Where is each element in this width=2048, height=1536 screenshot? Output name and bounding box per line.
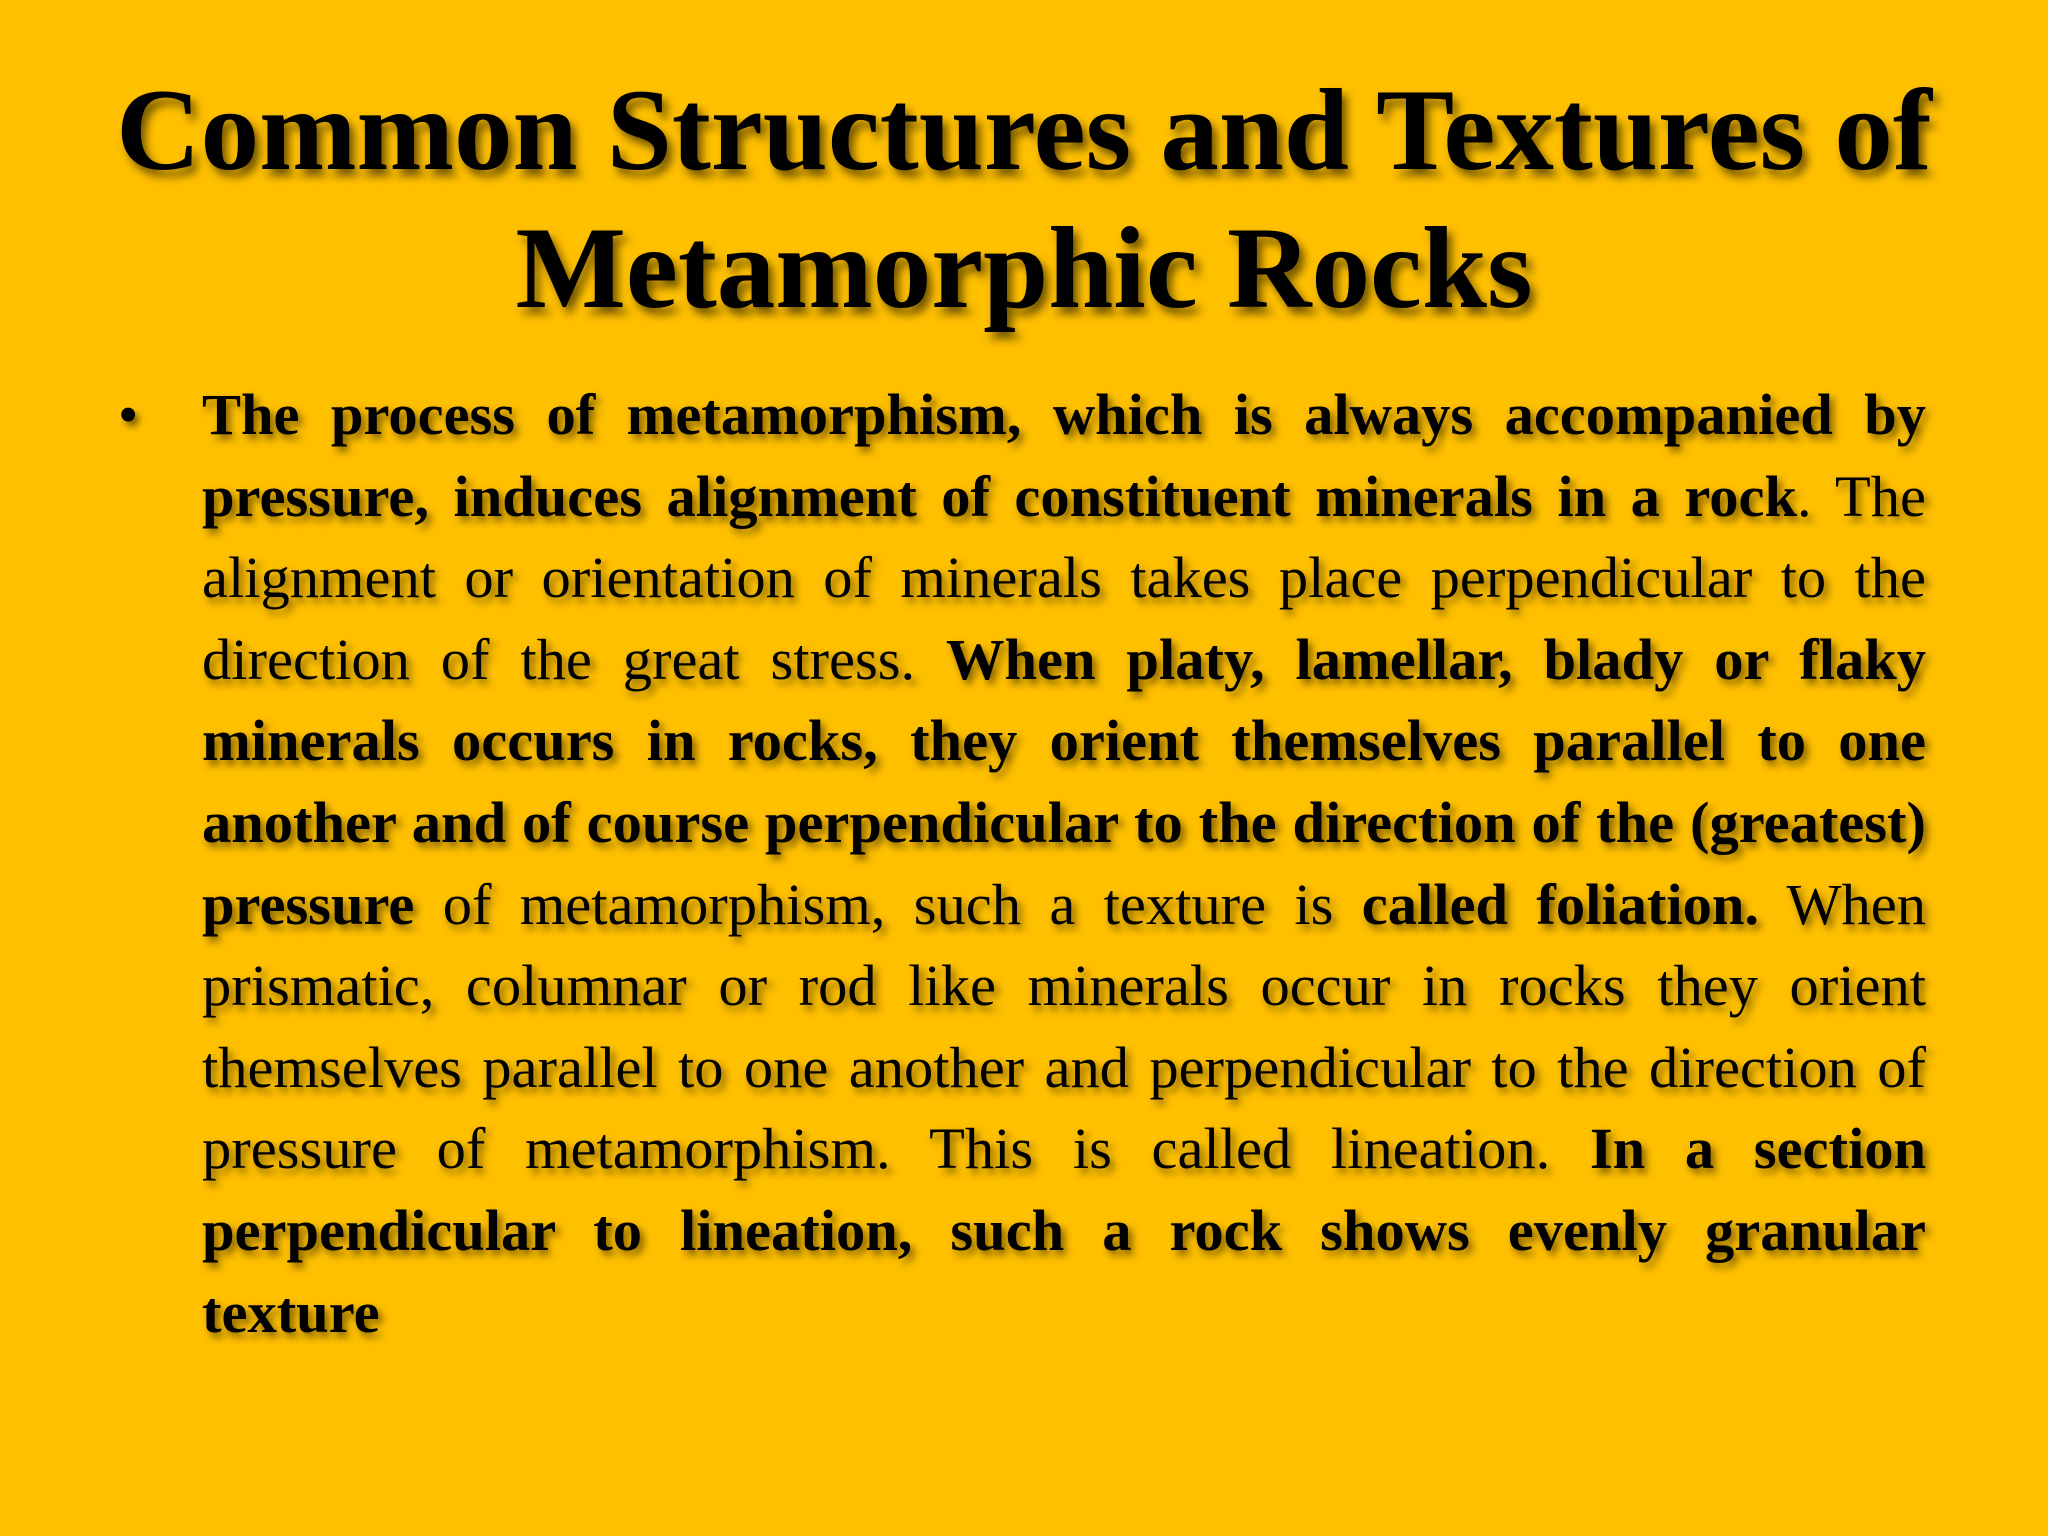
bullet-paragraph [202,374,1926,1353]
bold-segment: The process of metamorphism, which is always accompanied by pressure, induces alignment of constituent minerals in a rock [202,382,1926,529]
regular-segment: When prismatic, columnar or rod like minerals occur in rocks they orient themselves parallel to one another and perpendicular to the direction of pressure of metamorphism. This is called lineation. [202,871,1926,1182]
regular-segment: . The alignment or orientation of minerals takes place perpendicular to the direction of the great stress. [202,463,1926,692]
slide-title [60,62,1988,338]
regular-segment: of metamorphism, such a texture is [414,871,1362,937]
bold-segment: In a section perpendicular to lineation, such a rock shows evenly granular texture [202,1116,1926,1345]
title-line-1: Common Structures and Textures of [116,66,1932,195]
title-line-2: Metamorphic Rocks [515,204,1533,333]
bold-segment: When platy, lamellar, blady or flaky minerals occurs in rocks, they orient themselves parallel to one another and of course perpendicular to the direction of the (greatest) pressure [202,626,1926,937]
bold-segment: called foliation. [1361,871,1760,937]
bullet-marker: • [118,382,139,447]
